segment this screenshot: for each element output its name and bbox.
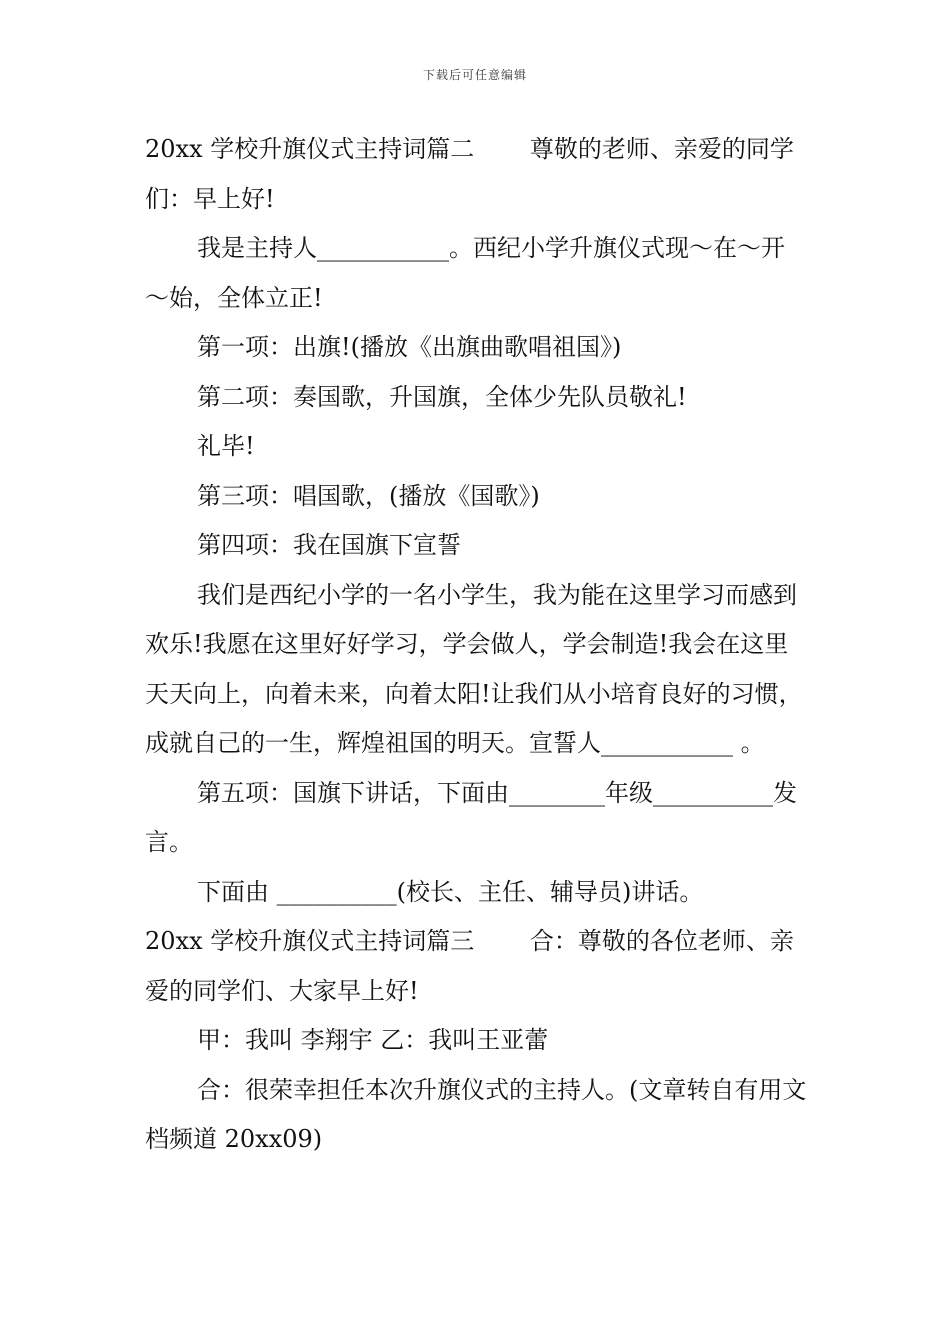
paragraph-speech: 下面由 __________(校长、主任、辅导员)讲话。 — [197, 877, 704, 906]
paragraph-item-five: 第五项：国旗下讲话，下面由________年级__________发言。 — [145, 778, 797, 856]
paragraph-section-two-title: 20xx 学校升旗仪式主持词篇二 尊敬的老师、亲爱的同学们：早上好! — [145, 135, 794, 213]
page-header: 下载后可任意编辑 — [422, 68, 527, 82]
paragraph-section-three-title: 20xx 学校升旗仪式主持词篇三 合：尊敬的各位老师、亲爱的同学们、大家早上好! — [145, 927, 794, 1005]
paragraph-item-three: 第三项：唱国歌，(播放《国歌》) — [197, 481, 540, 510]
paragraph-salute-end: 礼毕! — [197, 432, 255, 460]
paragraph-hosts-names: 甲：我叫 李翔宇 乙：我叫王亚蕾 — [197, 1026, 549, 1054]
paragraph-host-intro: 我是主持人___________。西纪小学升旗仪式现～在～开～始，全体立正! — [145, 234, 785, 312]
paragraph-item-one: 第一项：出旗!(播放《出旗曲歌唱祖国》) — [197, 333, 622, 361]
paragraph-item-two: 第二项：奏国歌，升国旗，全体少先队员敬礼! — [197, 382, 687, 411]
document-body — [145, 125, 807, 1165]
paragraph-oath: 我们是西纪小学的一名小学生，我为能在这里学习而感到欢乐!我愿在这里好好学习，学会做人，学会制造!我会在这里天天向上，向着未来，向着太阳!让我们从小培育良好的习惯，成就自己的一生，辉煌祖国的明天。宣誓人___________ 。 — [145, 580, 803, 757]
paragraph-item-four: 第四项：我在国旗下宣誓 — [197, 531, 461, 559]
paragraph-hosts-honor: 合：很荣幸担任本次升旗仪式的主持人。(文章转自有用文档频道 20xx09) — [145, 1075, 807, 1153]
